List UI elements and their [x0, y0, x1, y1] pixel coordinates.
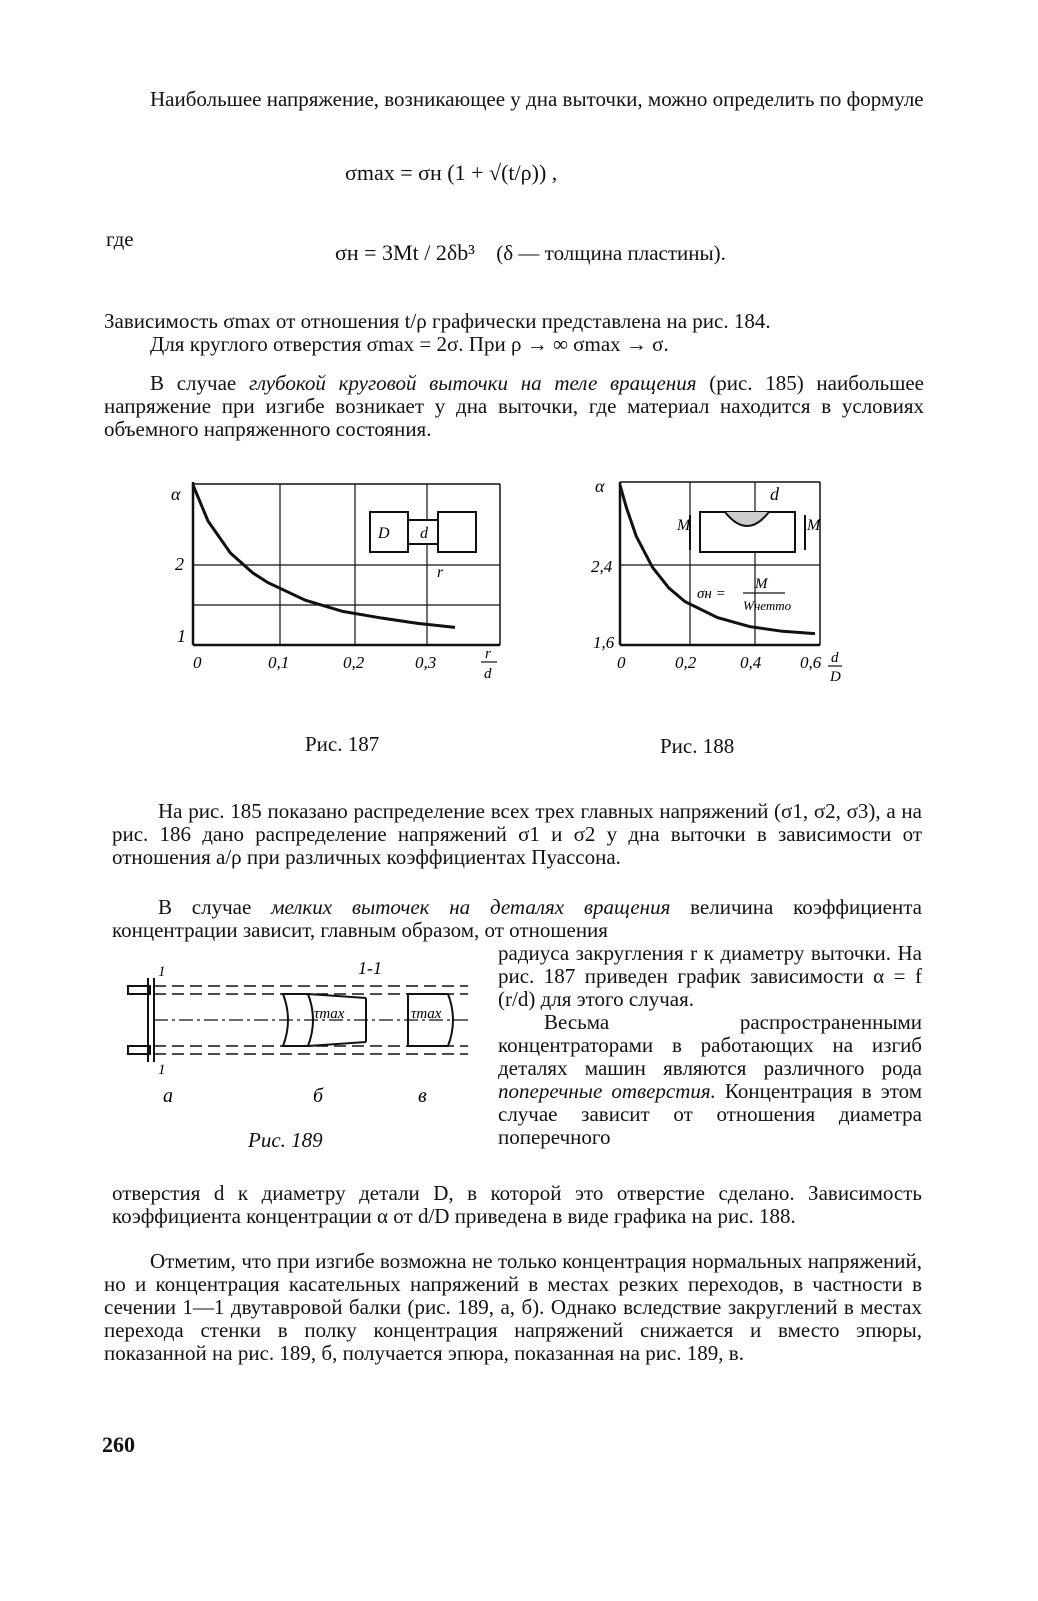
fig187-xtick-0: 0	[193, 653, 202, 672]
fig187-xtick-1: 0,1	[268, 653, 290, 672]
page-number: 260	[102, 1432, 135, 1457]
fig188-xtick-1: 0,2	[675, 653, 697, 672]
fig188-caption: Рис. 188	[660, 734, 735, 758]
fig188-ylabel: α	[595, 476, 605, 496]
where-label: где	[106, 227, 134, 251]
fig188-formula-den: Wнетто	[743, 598, 792, 613]
figure-187	[165, 470, 525, 700]
fig188-xtick-3: 0,6	[800, 653, 822, 672]
fig188-label-M-left: M	[677, 517, 691, 534]
intro-paragraph: Наибольшее напряжение, возникающее у дна выточки, можно определить по формуле	[150, 87, 924, 111]
fig189-mark-1-bottom: 1	[158, 1062, 166, 1078]
fig187-ylabel: α	[171, 484, 181, 504]
paragraph-transverse-holes: отверстия d к диаметру детали D, в которой это отверстие сделано. Зависимость коэффициента концентрации α от d/D приведена в виде графика на рис. 188.	[112, 1181, 922, 1228]
paragraph-shear-concentration: Отметим, что при изгибе возможна не только концентрация нормальных напряжений, но и концентрация касательных напряжений в местах резких переходов, в частности в сечении 1—1 двутавровой балки (рис. 189, а, б). Однако вследствие закруглений в местах перехода стенки в полку концентрация напряжений снижается и вместо эпюры, показанной на рис. 189, б, получается эпюра, показанная на рис. 189, в.	[104, 1249, 922, 1365]
fig189-caption: Рис. 189	[248, 1128, 323, 1152]
fig187-axes	[193, 482, 500, 645]
fig187-label-r: r	[437, 564, 444, 581]
fig187-xlabel-den: d	[484, 666, 492, 682]
fig187-grid	[193, 484, 500, 645]
fig188-label-M-right: M	[807, 517, 821, 534]
fig187-xlabel-num: r	[485, 646, 491, 662]
paragraph-dependence: Зависимость σmax от отношения t/ρ графически представлена на рис. 184. Для круглого отверстия σmax = 2σ. При ρ → ∞ σmax → σ.	[104, 309, 771, 356]
fig188-xtick-0: 0	[617, 653, 626, 672]
fig188-label-d: d	[770, 484, 779, 504]
fig188-formula-lhs: σн =	[697, 586, 726, 602]
fig188-xlabel-den: D	[830, 669, 841, 685]
fig187-label-d: d	[420, 525, 428, 542]
fig188-ytick-1-6: 1,6	[593, 633, 615, 652]
fig189-label-b: б	[313, 1085, 324, 1107]
fig189-tau-v: τmax	[411, 1006, 442, 1022]
fig189-mark-1-top: 1	[158, 964, 166, 980]
fig188-ytick-2-4: 2,4	[591, 557, 613, 576]
fig187-ytick-2: 2	[175, 554, 184, 574]
fig188-xtick-2: 0,4	[740, 653, 762, 672]
figure-188	[585, 470, 855, 700]
fig187-xtick-3: 0,3	[415, 653, 437, 672]
fig187-label-D: D	[378, 525, 390, 542]
fig188-inset-sketch	[690, 512, 805, 552]
fig189-i-beam	[128, 978, 154, 1062]
fig188-formula-num: M	[755, 576, 768, 592]
fig187-caption: Рис. 187	[305, 732, 380, 756]
formula-sigma-n: σн = 3Mt / 2δb³ (δ — толщина пластины).	[335, 240, 726, 265]
side-text-column: радиуса закругления r к диаметру выточки. На рис. 187 приведен график зависимости α = f (r/d) для этого случая. Весьма распространенными концентраторами в работающих на изгиб деталях машин являются различного рода поперечные отверстия. Концентрация в этом случае зависит от отношения диаметра поперечного	[498, 941, 922, 1149]
paragraph-deep-groove: В случае глубокой круговой выточки на теле вращения (рис. 185) наибольшее напряжение при изгибе возникает у дна выточки, где материал находится в условиях объемного напряженного состояния.	[104, 371, 925, 441]
fig187-xtick-2: 0,2	[343, 653, 365, 672]
fig189-section: 1-1	[358, 958, 382, 978]
paragraph-fig185-186: На рис. 185 показано распределение всех трех главных напряжений (σ1, σ2, σ3), а на рис. 186 дано распределение напряжений σ1 и σ2 у дна выточки в зависимости от отношения a/ρ при различных коэффициентах Пуассона.	[112, 799, 922, 869]
fig187-curve	[193, 485, 455, 627]
formula-sigma-max: σmax = σн (1 + √(t/ρ)) ,	[345, 160, 558, 185]
fig187-ytick-1: 1	[177, 626, 186, 646]
fig189-label-v: в	[418, 1085, 427, 1107]
fig189-tau-b: τmax	[314, 1006, 345, 1022]
fig188-xlabel-num: d	[831, 650, 839, 666]
paragraph-small-grooves: В случае мелких выточек на деталях вращения величина коэффициента концентрации зависит, главным образом, от отношения	[112, 895, 922, 942]
figure-189	[118, 958, 488, 1118]
fig189-label-a: а	[163, 1085, 173, 1107]
